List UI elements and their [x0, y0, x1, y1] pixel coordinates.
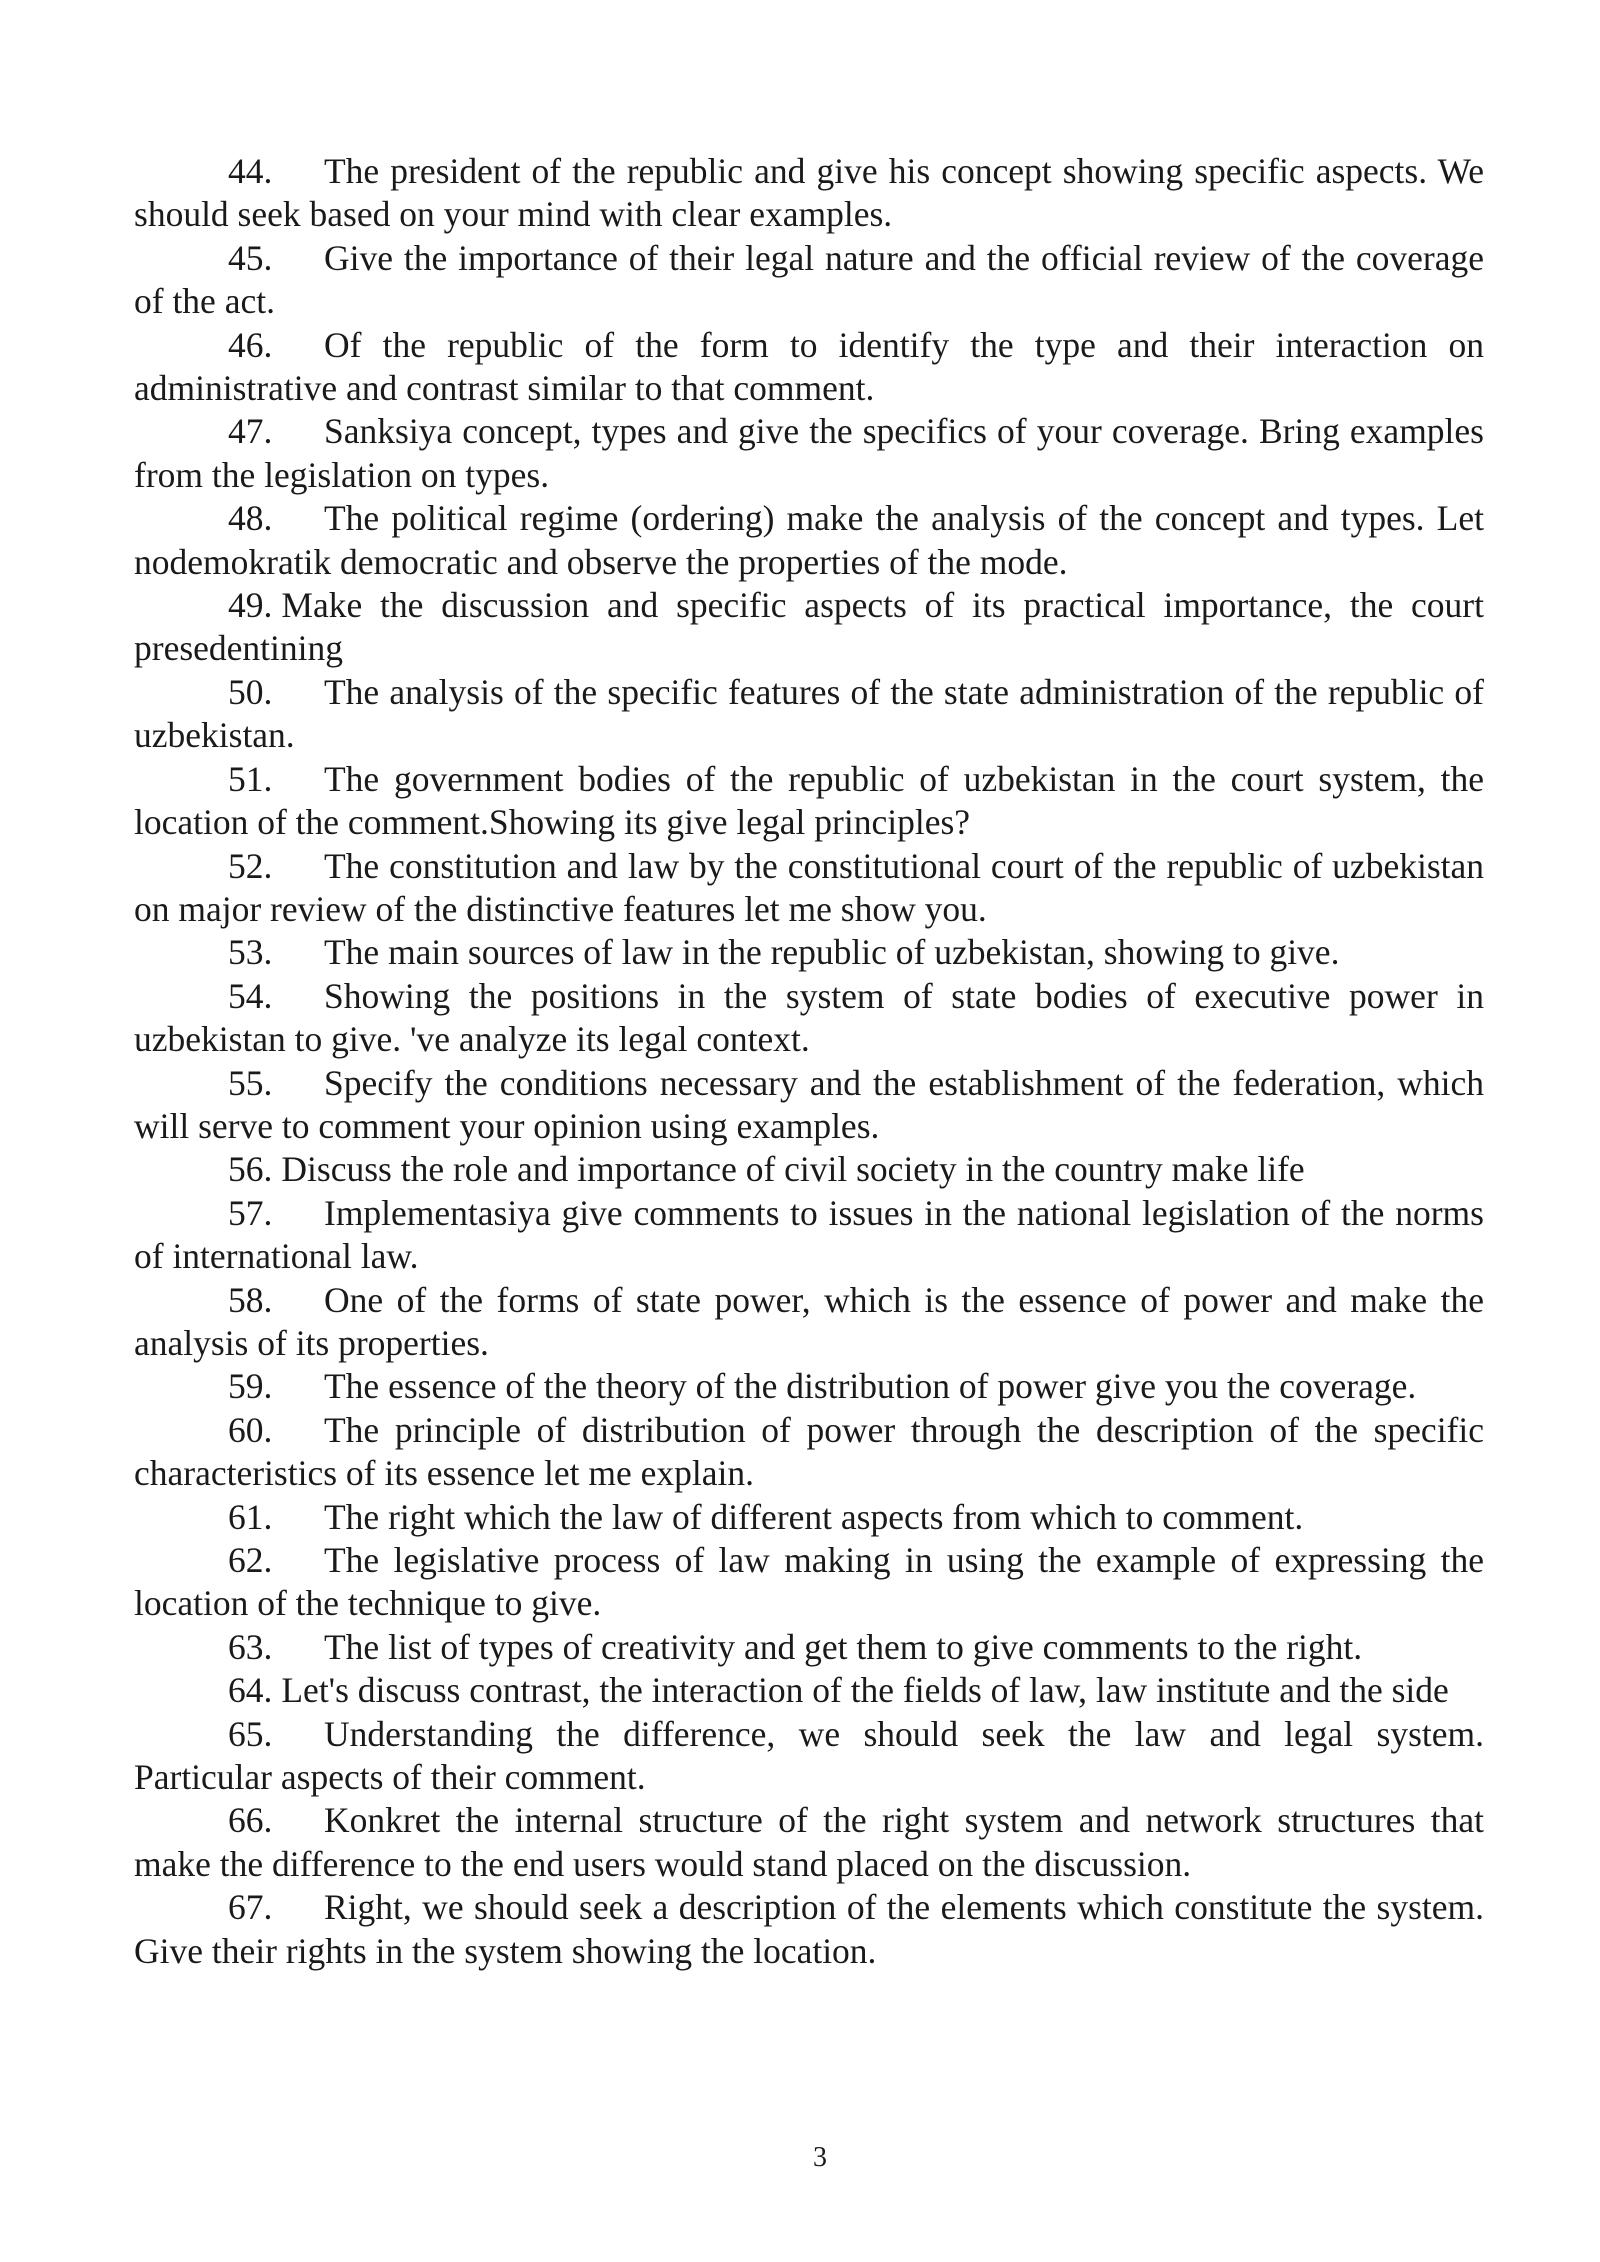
item-number: 67. — [228, 1887, 273, 1928]
item-number: 58. — [228, 1279, 273, 1320]
list-item — [134, 975, 1484, 1062]
list-item — [134, 1886, 1484, 1973]
list-item — [134, 1713, 1484, 1800]
page-number: 3 — [813, 2142, 827, 2173]
item-text: The principle of distribution of power through the description of the specific characteristics of its essence let me explain. — [134, 1409, 1484, 1494]
list-item — [134, 1148, 1484, 1191]
item-number: 57. — [228, 1192, 273, 1233]
list-item — [134, 1062, 1484, 1149]
item-text: Right, we should seek a description of the elements which constitute the system. Give their rights in the system showing the location. — [134, 1887, 1484, 1971]
item-text: The legislative process of law making in using the example of expressing the location of the technique to give. — [134, 1540, 1484, 1624]
list-item — [134, 1799, 1484, 1886]
item-text: The government bodies of the republic of uzbekistan in the court system, the location of the comment.Showing its give legal principles? — [134, 758, 1484, 843]
list-item — [134, 1365, 1484, 1408]
list-item — [134, 1496, 1484, 1539]
item-number: 51. — [228, 758, 273, 799]
item-text: Specify the conditions necessary and the establishment of the federation, which will serve to comment your opinion using examples. — [134, 1062, 1484, 1146]
list-item — [134, 671, 1484, 758]
item-number: 56. — [228, 1149, 273, 1190]
item-text: The essence of the theory of the distribution of power give you the coverage. — [324, 1366, 1417, 1407]
item-text: The list of types of creativity and get them to give comments to the right. — [324, 1626, 1363, 1667]
item-number: 52. — [228, 845, 273, 886]
item-number: 64. — [228, 1670, 273, 1711]
item-number: 44. — [228, 151, 273, 191]
item-text: Implementasiya give comments to issues in the national legislation of the norms of international law. — [134, 1192, 1484, 1277]
list-item — [134, 410, 1484, 497]
list-item — [134, 324, 1484, 411]
item-text: Give the importance of their legal nature and the official review of the coverage of the act. — [134, 237, 1484, 322]
item-text: The constitution and law by the constitutional court of the republic of uzbekistan on major review of the distinctive features let me show you. — [134, 845, 1484, 929]
question-list — [134, 150, 1484, 1973]
list-item — [134, 237, 1484, 324]
item-text: Discuss the role and importance of civil society in the country make life — [281, 1149, 1305, 1190]
item-number: 50. — [228, 671, 273, 712]
list-item — [134, 1539, 1484, 1626]
item-number: 63. — [228, 1626, 273, 1667]
item-number: 55. — [228, 1062, 273, 1103]
item-text: The political regime (ordering) make the analysis of the concept and types. Let nodemokratik democratic and observe the properties of the mode. — [134, 498, 1484, 582]
list-item — [134, 1279, 1484, 1366]
item-number: 61. — [228, 1496, 273, 1537]
list-item — [134, 1669, 1484, 1712]
item-number: 53. — [228, 932, 273, 973]
item-number: 62. — [228, 1540, 273, 1580]
item-text: The main sources of law in the republic of uzbekistan, showing to give. — [324, 932, 1340, 973]
item-text: The president of the republic and give his concept showing specific aspects. We should seek based on your mind with clear examples. — [134, 151, 1484, 235]
item-text: Let's discuss contrast, the interaction of the fields of law, law institute and the side — [281, 1670, 1449, 1711]
list-item — [134, 758, 1484, 845]
item-number: 66. — [228, 1800, 273, 1841]
list-item — [134, 584, 1484, 671]
item-number: 59. — [228, 1366, 273, 1407]
item-number: 49. — [228, 585, 273, 626]
item-text: The analysis of the specific features of the state administration of the republic of uzbekistan. — [134, 671, 1484, 756]
item-text: Konkret the internal structure of the right system and network structures that make the difference to the end users would stand placed on the discussion. — [134, 1800, 1484, 1884]
item-text: Showing the positions in the system of state bodies of executive power in uzbekistan to give. 've analyze its legal context. — [134, 975, 1484, 1060]
list-item — [134, 1409, 1484, 1496]
item-number: 54. — [228, 975, 273, 1016]
item-number: 65. — [228, 1713, 273, 1754]
list-item — [134, 1192, 1484, 1279]
item-number: 48. — [228, 498, 273, 539]
item-number: 60. — [228, 1409, 273, 1450]
item-text: The right which the law of different aspects from which to comment. — [324, 1496, 1304, 1537]
item-number: 46. — [228, 324, 273, 365]
item-text: One of the forms of state power, which is the essence of power and make the analysis of its properties. — [134, 1279, 1484, 1363]
item-number: 45. — [228, 237, 273, 278]
item-text: Sanksiya concept, types and give the specifics of your coverage. Bring examples from the legislation on types. — [134, 411, 1484, 495]
list-item — [134, 845, 1484, 932]
item-text: Understanding the difference, we should seek the law and legal system. Particular aspects of their comment. — [134, 1713, 1484, 1798]
list-item — [134, 931, 1484, 974]
list-item — [134, 497, 1484, 584]
item-text: Make the discussion and specific aspects of its practical importance, the court presedentining — [134, 585, 1484, 669]
list-item — [134, 150, 1484, 237]
list-item — [134, 1626, 1484, 1669]
item-text: Of the republic of the form to identify the type and their interaction on administrative and contrast similar to that comment. — [134, 324, 1484, 409]
item-number: 47. — [228, 411, 273, 452]
